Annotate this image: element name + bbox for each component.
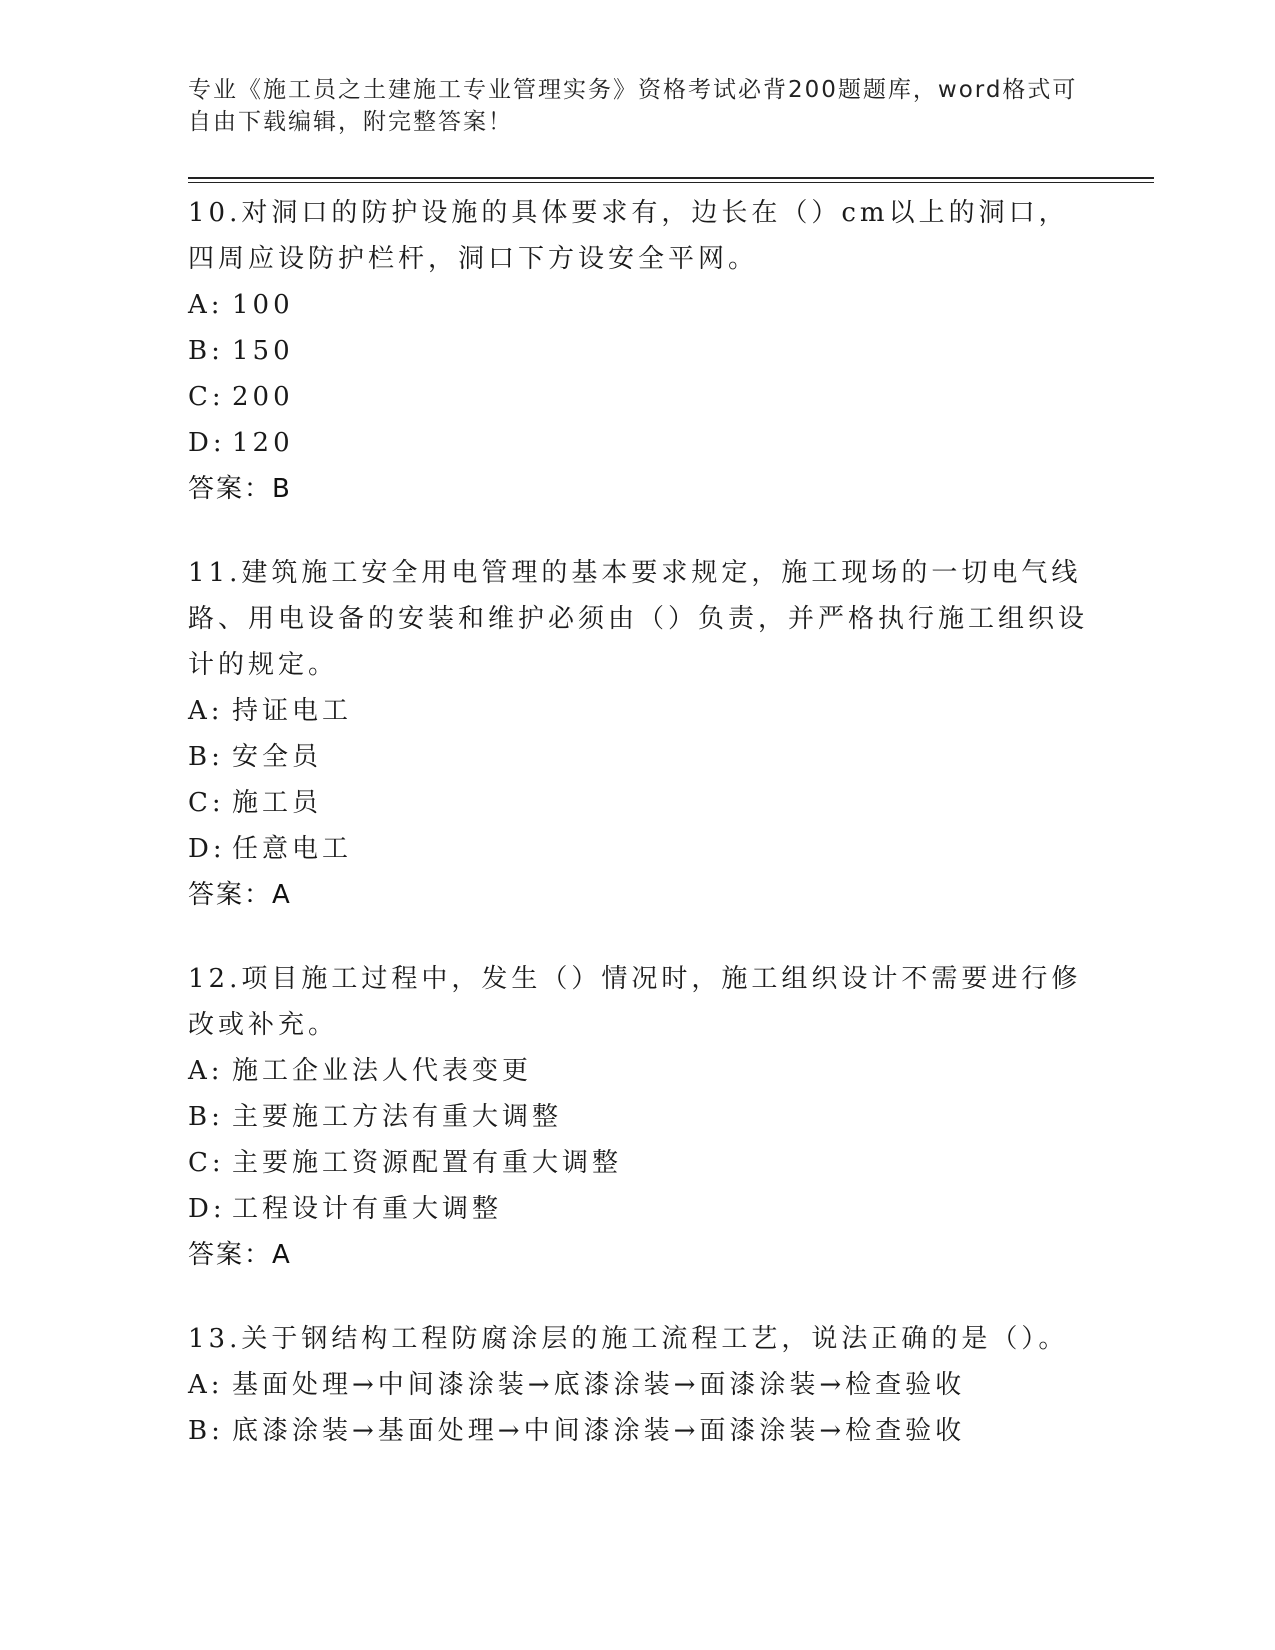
option-key: D: [188, 1194, 226, 1224]
answer-label: 答案：A [188, 1240, 292, 1270]
option-b [188, 1094, 1088, 1140]
question-11 [188, 550, 1088, 918]
option-a [188, 282, 1088, 328]
option-value: 任意电工 [232, 834, 353, 864]
document-header [188, 74, 1088, 138]
option-value: 安全员 [232, 742, 323, 772]
option-a [188, 688, 1088, 734]
question-12 [188, 956, 1088, 1278]
option-key: C: [188, 382, 225, 412]
option-b [188, 734, 1088, 780]
option-key: A: [188, 696, 224, 726]
option-value: 底漆涂装→基面处理→中间漆涂装→面漆涂装→检查验收 [232, 1416, 966, 1446]
option-d [188, 826, 1088, 872]
option-b [188, 1408, 1088, 1454]
option-d [188, 420, 1088, 466]
option-value: 持证电工 [232, 696, 353, 726]
option-key: D: [188, 428, 226, 458]
answer-label: 答案：A [188, 880, 292, 910]
header-title-line-2: 自由下载编辑，附完整答案！ [188, 109, 513, 135]
option-key: C: [188, 788, 225, 818]
option-value: 120 [232, 428, 294, 458]
option-value: 施工员 [232, 788, 323, 818]
option-key: B: [188, 1102, 224, 1132]
option-key: B: [188, 742, 224, 772]
option-c [188, 780, 1088, 826]
option-a [188, 1048, 1088, 1094]
question-10 [188, 190, 1088, 512]
option-key: D: [188, 834, 226, 864]
option-value: 施工企业法人代表变更 [232, 1056, 533, 1086]
option-b [188, 328, 1088, 374]
option-value: 150 [232, 336, 294, 366]
option-key: B: [188, 1416, 224, 1446]
option-value: 100 [232, 290, 294, 320]
option-value: 主要施工方法有重大调整 [232, 1102, 563, 1132]
option-key: C: [188, 1148, 225, 1178]
question-13 [188, 1316, 1088, 1454]
option-d [188, 1186, 1088, 1232]
option-a [188, 1362, 1088, 1408]
option-value: 工程设计有重大调整 [232, 1194, 503, 1224]
option-c [188, 1140, 1088, 1186]
question-text: 11.建筑施工安全用电管理的基本要求规定，施工现场的一切电气线路、用电设备的安装和维护必须由（）负责，并严格执行施工组织设计的规定。 [188, 558, 1089, 680]
option-value: 基面处理→中间漆涂装→底漆涂装→面漆涂装→检查验收 [232, 1370, 966, 1400]
option-value: 主要施工资源配置有重大调整 [232, 1148, 623, 1178]
answer-label: 答案：B [188, 474, 292, 504]
question-text: 13.关于钢结构工程防腐涂层的施工流程工艺，说法正确的是（）。 [188, 1324, 1069, 1354]
option-key: A: [188, 290, 224, 320]
question-text: 10.对洞口的防护设施的具体要求有，边长在（）cm以上的洞口，四周应设防护栏杆，洞口下方设安全平网。 [188, 198, 1069, 274]
option-key: B: [188, 336, 224, 366]
option-key: A: [188, 1056, 224, 1086]
option-c [188, 374, 1088, 420]
question-text: 12.项目施工过程中，发生（）情况时，施工组织设计不需要进行修改或补充。 [188, 964, 1082, 1040]
option-value: 200 [232, 382, 294, 412]
header-title-line-1: 专业《施工员之土建施工专业管理实务》资格考试必背200题题库，word格式可 [188, 77, 1078, 103]
question-list [188, 190, 1088, 1492]
option-key: A: [188, 1370, 224, 1400]
header-divider-bottom [188, 182, 1154, 183]
header-divider-top [188, 177, 1154, 179]
